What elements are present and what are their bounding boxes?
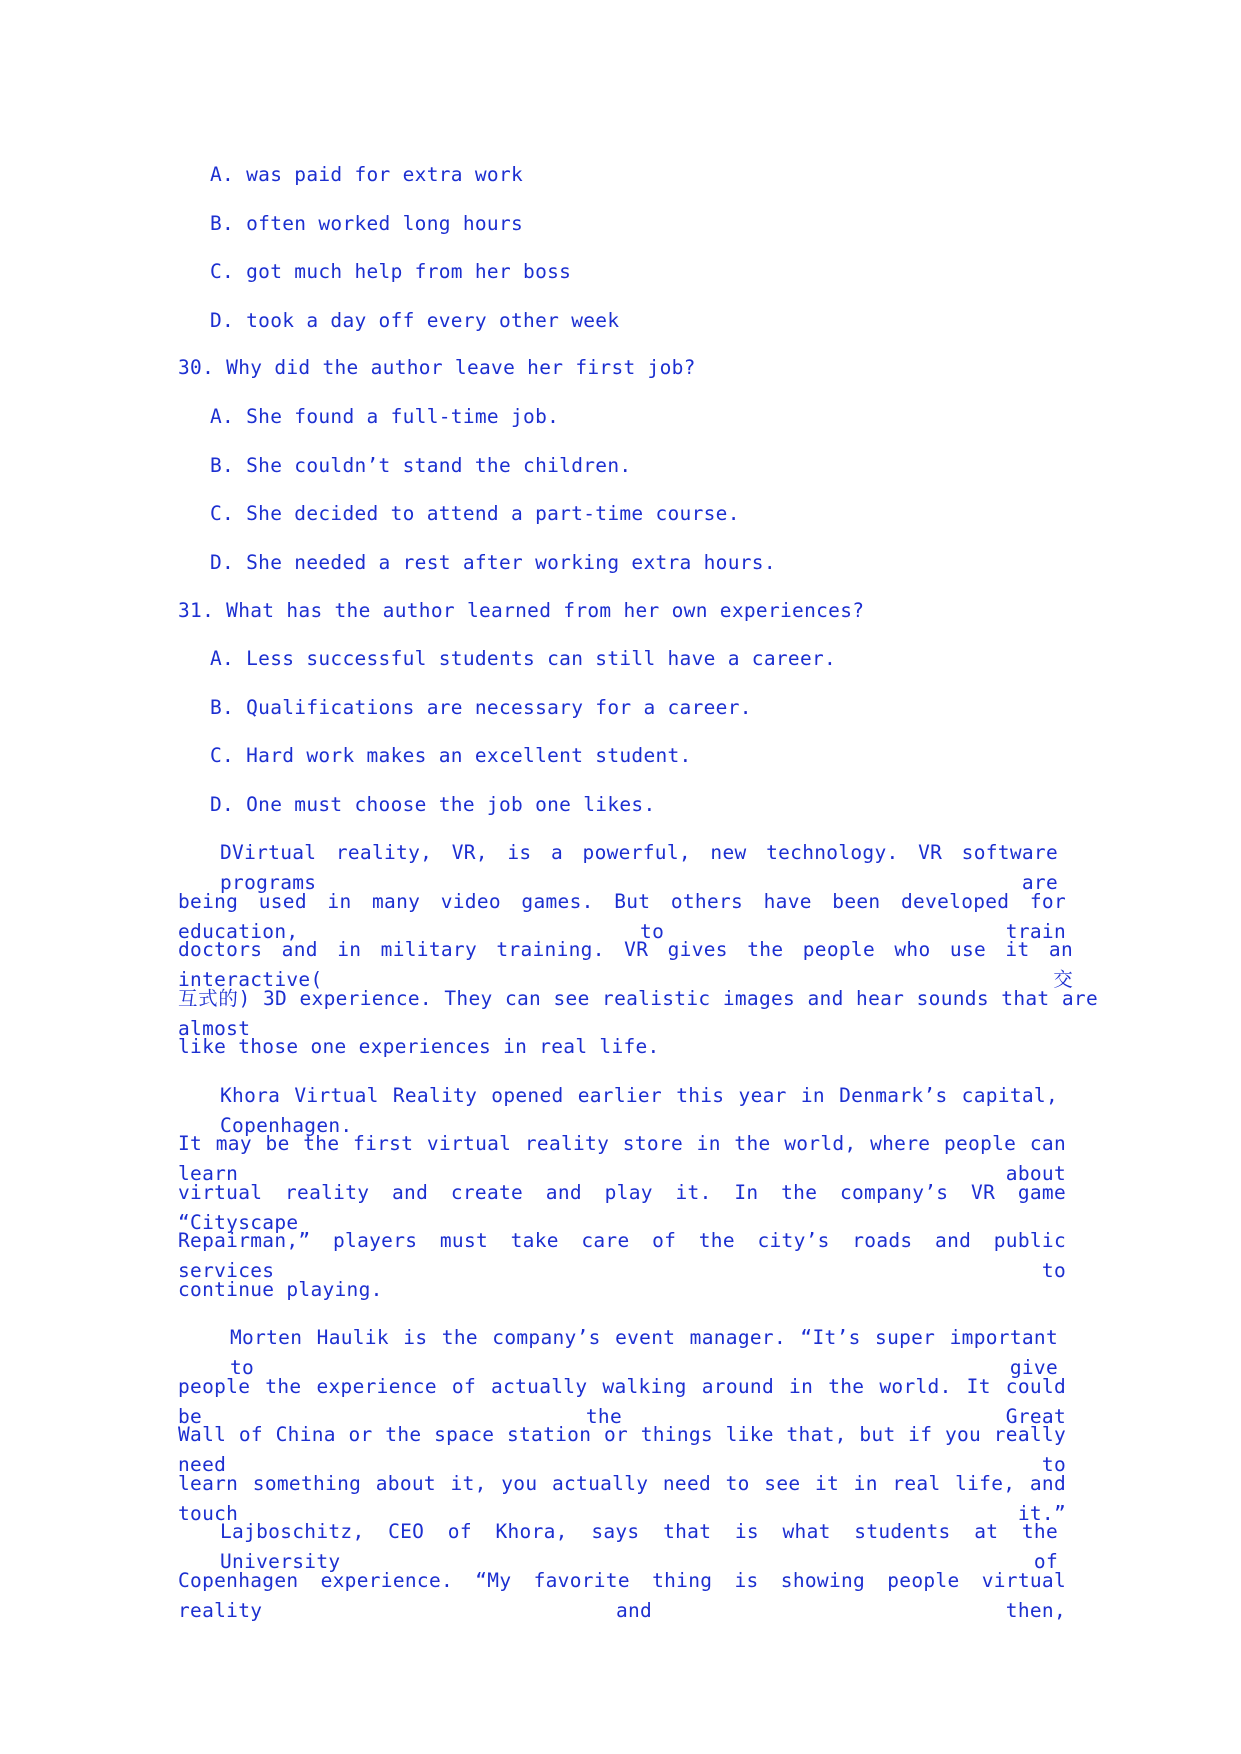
q29-option-c: C. got much help from her boss	[210, 260, 572, 283]
passage-d-p2-line-3: virtual reality and create and play it. In the company’s VR game “Cityscape	[178, 1181, 1066, 1234]
q29-option-a: A. was paid for extra work	[210, 163, 524, 186]
passage-d-p1-line-4: 互式的) 3D experience. They can see realistic images and hear sounds that are almost	[178, 987, 1098, 1040]
passage-d-p1-line-3: doctors and in military training. VR gives the people who use it an interactive(交	[178, 938, 1073, 991]
passage-d-p3-line-4: learn something about it, you actually need to see it in real life, and touch it.”	[178, 1472, 1066, 1525]
q30-option-b: B. She couldn’t stand the children.	[210, 454, 632, 477]
passage-d-p1-line-5: like those one experiences in real life.	[178, 1035, 660, 1058]
passage-d-p2-line-5: continue playing.	[178, 1278, 383, 1301]
q30-option-c: C. She decided to attend a part-time course.	[210, 502, 740, 525]
q31-option-b: B. Qualifications are necessary for a career.	[210, 696, 752, 719]
passage-d-p2-line-4: Repairman,” players must take care of the city’s roads and public services to	[178, 1229, 1066, 1282]
passage-d-p1-line-2: being used in many video games. But others have been developed for education, to train	[178, 890, 1066, 943]
q30-option-d: D. She needed a rest after working extra hours.	[210, 551, 776, 574]
q31-option-d: D. One must choose the job one likes.	[210, 793, 656, 816]
passage-d-p1-line-1: DVirtual reality, VR, is a powerful, new technology. VR software programs are	[220, 841, 1058, 894]
q31-option-a: A. Less successful students can still have a career.	[210, 647, 837, 670]
passage-d-p3-line-2: people the experience of actually walking around in the world. It could be the Great	[178, 1375, 1066, 1428]
q30-stem: 30. Why did the author leave her first job?	[178, 356, 696, 379]
q30-option-a: A. She found a full-time job.	[210, 405, 560, 428]
passage-d-p2-line-2: It may be the first virtual reality store in the world, where people can learn about	[178, 1132, 1066, 1185]
q31-option-c: C. Hard work makes an excellent student.	[210, 744, 692, 767]
q29-option-b: B. often worked long hours	[210, 212, 524, 235]
passage-d-p3-line-1: Morten Haulik is the company’s event manager. “It’s super important to give	[230, 1326, 1058, 1379]
passage-d-p4-line-1: Lajboschitz, CEO of Khora, says that is what students at the University of	[220, 1520, 1058, 1573]
passage-d-p2-line-1: Khora Virtual Reality opened earlier this year in Denmark’s capital, Copenhagen.	[220, 1084, 1058, 1137]
q31-stem: 31. What has the author learned from her own experiences?	[178, 599, 865, 622]
passage-d-p4-line-2: Copenhagen experience. “My favorite thing is showing people virtual reality and then,	[178, 1569, 1066, 1622]
q29-option-d: D. took a day off every other week	[210, 309, 620, 332]
passage-d-p3-line-3: Wall of China or the space station or things like that, but if you really need to	[178, 1423, 1066, 1476]
